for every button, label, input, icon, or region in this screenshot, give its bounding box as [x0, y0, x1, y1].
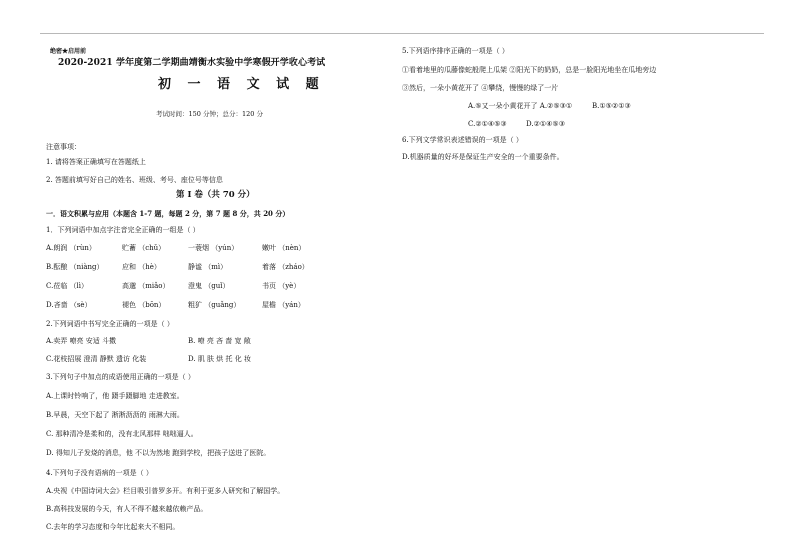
top-rule — [40, 33, 764, 34]
q1-option: 高邈 （miǎo） — [122, 282, 170, 290]
q2-option: A.卖弄 嘹亮 安适 斗擞 — [46, 337, 116, 345]
q3-option: D. 得知儿子发烧的消息，他 不以为然地 跑到学校，把孩子送进了医院。 — [46, 449, 271, 457]
q1-option: 屋檐 （yán） — [262, 301, 305, 309]
q1-option: C.莅临 （lì） — [46, 282, 89, 290]
question-2-stem: 2.下列词语中书写完全正确的一项是（ ） — [46, 320, 174, 328]
q1-option: 澄鬼 （guǐ） — [188, 282, 230, 290]
question-5-stem: 5.下列语序排序正确的一项是（ ） — [402, 47, 509, 55]
subject-title: 初 一 语 文 试 题 — [158, 77, 325, 92]
time-score: 考试时间：150 分钟；总分：120 分 — [156, 110, 263, 118]
q1-option: 一蓑烟 （yún） — [188, 244, 239, 252]
note-item: 2. 答题前填写好自己的姓名、班级、考号、座位号等信息 — [46, 176, 223, 184]
q4-option: A.央视《中国诗词大会》栏目吸引普罗多开。有利于更多人研究和了解国学。 — [46, 487, 285, 495]
part1-title: 第 I 卷（共 70 分） — [176, 190, 255, 200]
q5-option: C.②①④⑤③ — [468, 120, 507, 128]
q3-option: B.早晨，天空下起了 淅淅沥沥的 雨淋大雨。 — [46, 411, 184, 419]
q5-line: ③然后，一朵小黄花开了 ④攀绕，慢慢的绿了一片 — [402, 84, 559, 92]
note-item: 1. 请将答案正确填写在答题纸上 — [46, 158, 146, 166]
q3-option: C. 那种清冷是柔和的，没有北风那样 咄咄逼人。 — [46, 430, 198, 438]
q1-option: 贮蓄 （chǔ） — [122, 244, 166, 252]
q1-option: D.吝啬 （sè） — [46, 301, 92, 309]
q1-option: 应和 （hè） — [122, 263, 161, 271]
q4-option: C.去年的学习态度和今年比起来大不相同。 — [46, 523, 180, 531]
question-1-stem: 1．下列词语中加点字注音完全正确的一组是（ ） — [46, 226, 200, 234]
q5-option: D.②①④⑤③ — [526, 120, 565, 128]
q1-option: 静谧 （mì） — [188, 263, 228, 271]
q1-option: 褪色 （bōn） — [122, 301, 166, 309]
secret-mark: 绝密★启用前 — [50, 48, 87, 55]
q1-option: 粗犷 （guǎng） — [188, 301, 241, 309]
question-6-stem: 6.下列文学常识表述错误的一项是（ ） — [402, 136, 523, 144]
q1-option: A.朗润 （rùn） — [46, 244, 96, 252]
question-3-stem: 3.下列句子中加点的成语使用正确的一项是（ ） — [46, 373, 195, 381]
q6-line: D.机器质量的好坏是保证生产安全的一个重要条件。 — [402, 153, 564, 161]
notes-heading: 注意事项： — [46, 143, 81, 151]
q2-option: D. 肌 肤 烘 托 化 妆 — [188, 355, 251, 363]
q5-line: ①看着地里的瓜藤像蛇般爬上瓜架 ②阳光下的奶奶，总是一脸阳光地坐在瓜地旁边 — [402, 66, 657, 74]
q5-option: B.①⑤②①③ — [592, 102, 631, 110]
question-4-stem: 4.下列句子没有语病的一项是（ ） — [46, 469, 153, 477]
exam-title: 2020-2021 学年度第二学期曲靖衡水实验中学寒假开学收心考试 — [58, 58, 326, 68]
q3-option: A.上课时铃响了，他 蹑手蹑脚地 走进教室。 — [46, 392, 184, 400]
q1-option: B.酝酿 （niàng） — [46, 263, 104, 271]
section-heading: 一．语文积累与应用（本题含 1-7 题，每题 2 分，第 7 题 8 分，共 20 分） — [46, 209, 290, 218]
q1-option: 嫩叶 （nèn） — [262, 244, 306, 252]
q5-option: A.⑤又一朵小黄花开了 A.②⑤③① — [468, 102, 573, 110]
q4-option: B.高科技发展的今天，有人不得不越来越依赖产品。 — [46, 505, 208, 513]
q1-option: 着落 （zháo） — [262, 263, 309, 271]
q2-option: B. 嘹 亮 吝 啬 宽 敞 — [188, 337, 251, 345]
q1-option: 书页 （yè） — [262, 282, 301, 290]
q2-option: C.花枝招展 澄清 静默 遗访 化装 — [46, 355, 147, 363]
